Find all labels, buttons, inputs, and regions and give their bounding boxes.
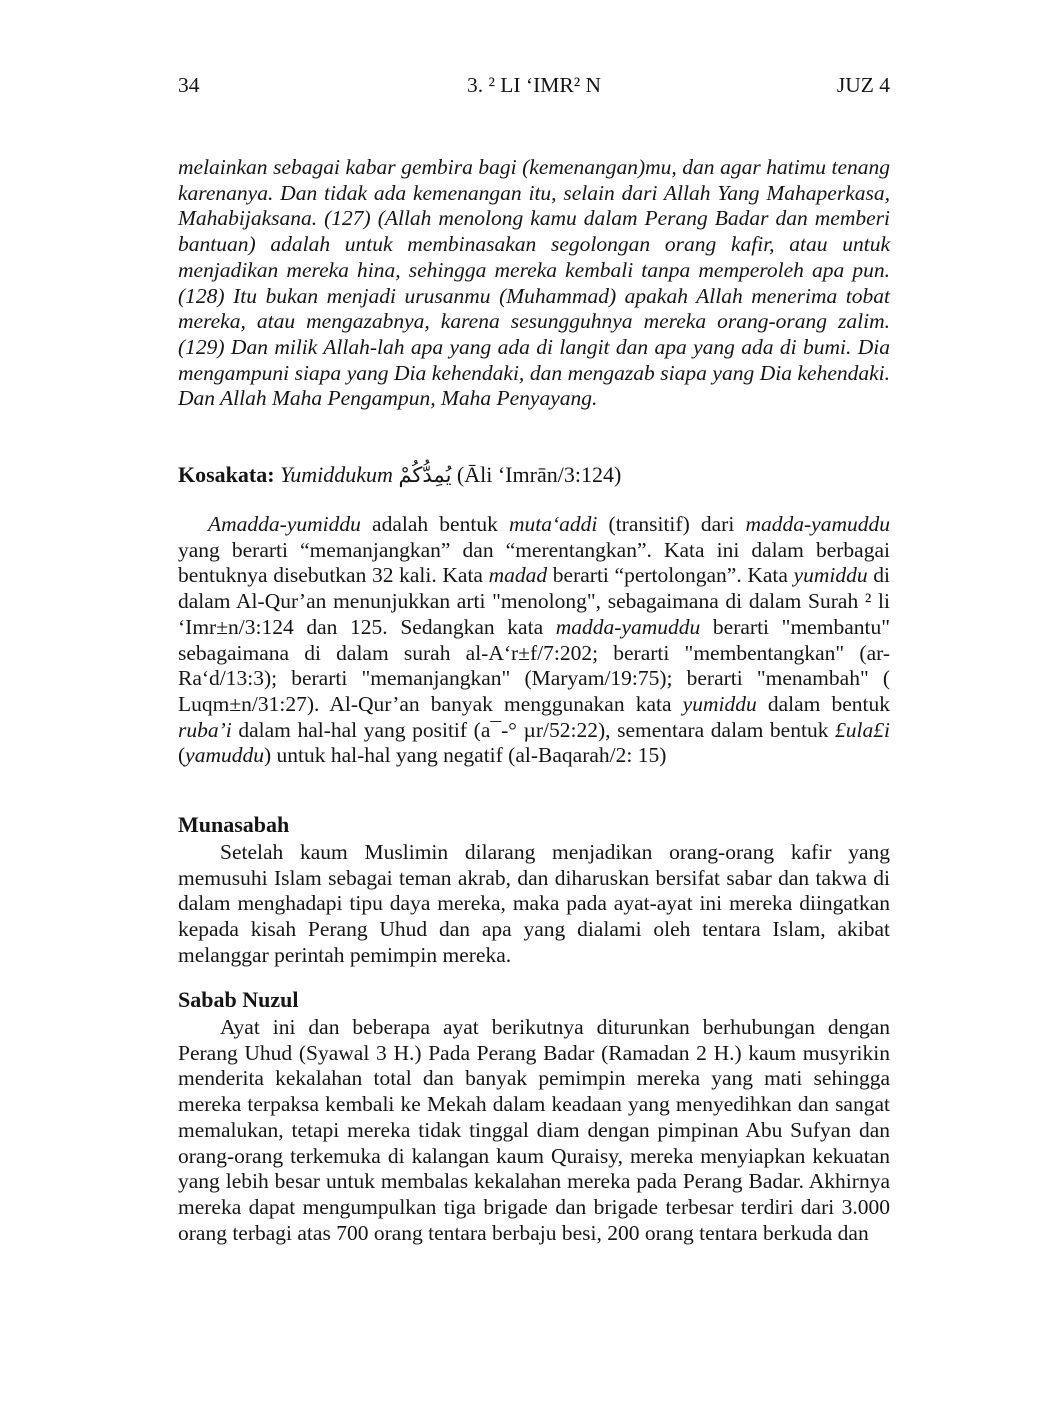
text-segment: muta‘addi <box>508 512 598 536</box>
munasabah-paragraph: Setelah kaum Muslimin dilarang menjadikan orang-orang kafir yang memusuhi Islam sebagai teman akrab, dan diharuskan bersifat sabar dan takwa di dalam menghadapi tipu daya mereka, maka pada ayat-ayat ini mereka diingatkan kepada kisah Perang Uhud dan apa yang dialami oleh tentara Islam, akibat melanggar perintah pemimpin mereka. <box>178 840 890 967</box>
text-segment: yang berarti “memanjangkan” dan “merentangkan”. Kata ini dalam berbagai bentuknya disebutkan 32 kali. Kata <box>178 537 890 588</box>
juz-label: JUZ 4 <box>836 73 890 97</box>
text-segment: berarti "membantu" sebagaimana di dalam surah al-A‘r±f/7:202; berarti "membentangkan" (ar-Ra‘d/13:3); berarti "memanjangkan" (Maryam/19:75); berarti "menambah" ( Luqm±n/31:27). Al-Qur’an banyak menggunakan kata <box>178 614 890 716</box>
sabab-nuzul-paragraph: Ayat ini dan beberapa ayat berikutnya diturunkan berhubungan dengan Perang Uhud (Syawal 3 H.) Pada Perang Badar (Ramadan 2 H.) kaum musyrikin menderita kekalahan total dan banyak pemimpin mereka yang mati sehingga mereka terpaksa kembali ke Mekah dalam keadaan yang menyedihkan dan sangat memalukan, tetapi mereka tidak tinggal diam dengan pimpinan Abu Sufyan dan orang-orang terkemuka di kalangan kaum Quraisy, mereka menyiapkan kekuatan yang lebih besar untuk membalas kekalahan mereka pada Perang Badar. Akhirnya mereka dapat mengumpulkan tiga brigade dan brigade terbesar terdiri dari 3.000 orang terbagi atas 700 orang tentara berbaju besi, 200 orang tentara berkuda dan <box>178 1015 890 1245</box>
translation-paragraph: melainkan sebagai kabar gembira bagi (kemenangan)mu, dan agar hatimu tenang karenanya. Dan tidak ada kemenangan itu, selain dari Allah Yang Mahaperkasa, Mahabijaksana. (127) (Allah menolong kamu dalam Perang Badar dan memberi bantuan) adalah untuk membinasakan segolongan orang kafir, atau untuk menjadikan mereka hina, sehingga mereka kembali tanpa memperoleh apa pun. (128) Itu bukan menjadi urusanmu (Muhammad) apakah Allah menerima tobat mereka, atau mengazabnya, karena sesungguhnya mereka orang-orang zalim. (129) Dan milik Allah-lah apa yang ada di langit dan apa yang ada di bumi. Dia mengampuni siapa yang Dia kehendaki, dan mengazab siapa yang Dia kehendaki. Dan Allah Maha Pengampun, Maha Penyayang. <box>178 155 890 411</box>
text-segment: dalam bentuk <box>756 691 890 716</box>
text-segment: di dalam Al-Qur’an menunjukkan arti "menolong", sebagaimana di dalam Surah ² li ‘Imr±n/3:124 dan 125. Sedangkan kata <box>178 563 890 639</box>
text-segment: ruba’i <box>178 717 232 742</box>
text-segment: ( <box>178 743 186 768</box>
munasabah-heading: Munasabah <box>178 812 290 837</box>
page-number: 34 <box>178 73 200 97</box>
text-segment: madda-yamuddu <box>555 614 701 639</box>
running-title: 3. ² LI ‘IMR² N <box>466 73 602 97</box>
page-header <box>178 72 890 98</box>
text-segment: yumiddu <box>682 691 757 716</box>
text-segment: adalah bentuk <box>360 512 509 536</box>
kosakata-paragraph <box>178 512 890 769</box>
kosakata-heading <box>178 460 890 490</box>
kosakata-label: Kosakata: <box>178 462 275 487</box>
text-segment: madad <box>488 563 548 588</box>
sabab-nuzul-heading: Sabab Nuzul <box>178 987 299 1012</box>
kosakata-term-latin: Yumiddukum <box>280 462 393 487</box>
kosakata-term-arabic: يُمِدُّكُمْ <box>398 463 452 487</box>
text-segment: Amadda-yumiddu <box>208 512 361 536</box>
text-segment: yumiddu <box>793 563 868 588</box>
text-segment: madda-yamuddu <box>745 512 890 536</box>
kosakata-reference: (Āli ‘Imrān/3:124) <box>456 462 622 487</box>
text-segment: (transitif) dari <box>597 512 746 536</box>
text-segment: yamuddu <box>185 743 264 768</box>
text-segment: ) untuk hal-hal yang negatif (al-Baqarah/2: 15) <box>264 743 667 768</box>
text-segment: dalam hal-hal yang positif (a¯-° µr/52:22), sementara dalam bentuk <box>231 717 836 742</box>
text-segment: berarti “pertolongan”. Kata <box>547 563 794 588</box>
text-segment: £ula£i <box>835 717 890 742</box>
